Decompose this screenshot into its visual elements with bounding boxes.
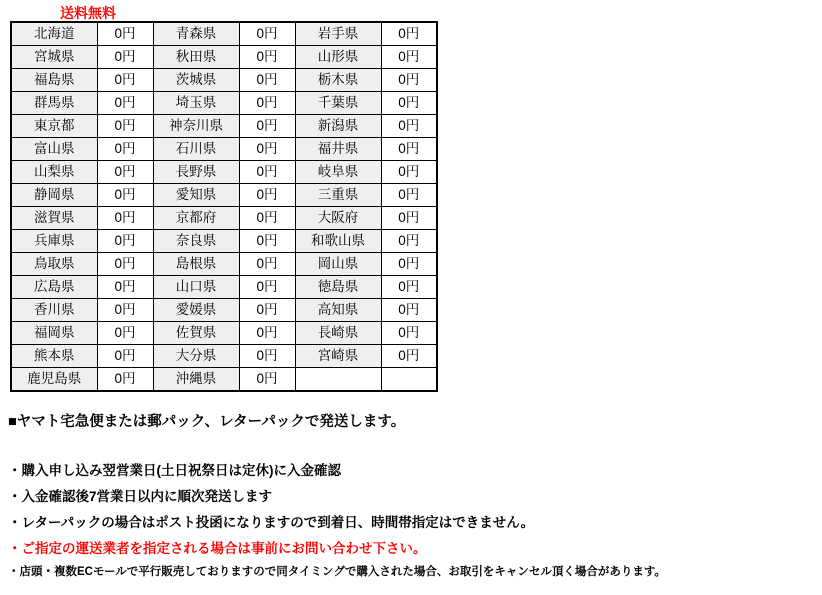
prefecture-cell-empty: [295, 368, 381, 392]
prefecture-cell: 徳島県: [295, 276, 381, 299]
price-cell: 0円: [381, 115, 437, 138]
price-cell: 0円: [239, 345, 295, 368]
price-cell: 0円: [239, 253, 295, 276]
prefecture-cell: 大分県: [153, 345, 239, 368]
shipping-notes: [8, 410, 814, 579]
prefecture-cell: 茨城県: [153, 69, 239, 92]
price-cell: 0円: [97, 184, 153, 207]
price-cell: 0円: [97, 92, 153, 115]
prefecture-cell: 沖縄県: [153, 368, 239, 392]
price-cell: 0円: [381, 299, 437, 322]
price-cell: 0円: [381, 161, 437, 184]
table-row: [11, 92, 437, 115]
price-cell: 0円: [381, 207, 437, 230]
prefecture-cell: 福井県: [295, 138, 381, 161]
price-cell-empty: [381, 368, 437, 392]
shipping-fee-table: [10, 21, 438, 392]
prefecture-cell: 静岡県: [11, 184, 97, 207]
price-cell: 0円: [97, 368, 153, 392]
price-cell: 0円: [97, 69, 153, 92]
price-cell: 0円: [97, 322, 153, 345]
prefecture-cell: 鹿児島県: [11, 368, 97, 392]
prefecture-cell: 岩手県: [295, 22, 381, 46]
price-cell: 0円: [381, 184, 437, 207]
price-cell: 0円: [381, 322, 437, 345]
table-row: [11, 299, 437, 322]
prefecture-cell: 栃木県: [295, 69, 381, 92]
notes-heading: ■ヤマト宅急便または郵パック、レターパックで発送します。: [8, 414, 406, 430]
note-line-4: ・ご指定の運送業者を指定される場合は事前にお問い合わせ下さい。: [8, 541, 427, 556]
shipping-table-body: [11, 22, 437, 391]
free-shipping-label: 送料無料: [60, 5, 116, 21]
prefecture-cell: 東京都: [11, 115, 97, 138]
prefecture-cell: 高知県: [295, 299, 381, 322]
price-cell: 0円: [239, 230, 295, 253]
prefecture-cell: 福岡県: [11, 322, 97, 345]
prefecture-cell: 佐賀県: [153, 322, 239, 345]
price-cell: 0円: [381, 22, 437, 46]
table-row: [11, 115, 437, 138]
price-cell: 0円: [239, 138, 295, 161]
price-cell: 0円: [239, 92, 295, 115]
prefecture-cell: 愛知県: [153, 184, 239, 207]
prefecture-cell: 大阪府: [295, 207, 381, 230]
price-cell: 0円: [239, 276, 295, 299]
prefecture-cell: 山形県: [295, 46, 381, 69]
price-cell: 0円: [381, 92, 437, 115]
note-line-3: ・レターパックの場合はポスト投函になりますので到着日、時間帯指定はできません。: [8, 515, 535, 530]
prefecture-cell: 熊本県: [11, 345, 97, 368]
price-cell: 0円: [97, 161, 153, 184]
prefecture-cell: 埼玉県: [153, 92, 239, 115]
prefecture-cell: 長野県: [153, 161, 239, 184]
table-row: [11, 322, 437, 345]
price-cell: 0円: [381, 46, 437, 69]
price-cell: 0円: [239, 161, 295, 184]
note-footnote: ・店頭・複数ECモールで平行販売しておりますので同タイミングで購入された場合、お取引をキャンセル頂く場合があります。: [8, 566, 666, 578]
table-row: [11, 184, 437, 207]
table-row: [11, 368, 437, 392]
price-cell: 0円: [97, 207, 153, 230]
prefecture-cell: 福島県: [11, 69, 97, 92]
prefecture-cell: 山口県: [153, 276, 239, 299]
prefecture-cell: 山梨県: [11, 161, 97, 184]
prefecture-cell: 滋賀県: [11, 207, 97, 230]
prefecture-cell: 愛媛県: [153, 299, 239, 322]
table-row: [11, 69, 437, 92]
prefecture-cell: 宮崎県: [295, 345, 381, 368]
price-cell: 0円: [381, 69, 437, 92]
price-cell: 0円: [239, 115, 295, 138]
price-cell: 0円: [381, 138, 437, 161]
note-line-1: ・購入申し込み翌営業日(土日祝祭日は定休)に入金確認: [8, 463, 341, 478]
price-cell: 0円: [97, 22, 153, 46]
price-cell: 0円: [239, 69, 295, 92]
table-row: [11, 138, 437, 161]
price-cell: 0円: [381, 230, 437, 253]
price-cell: 0円: [381, 253, 437, 276]
price-cell: 0円: [97, 138, 153, 161]
table-row: [11, 253, 437, 276]
prefecture-cell: 鳥取県: [11, 253, 97, 276]
price-cell: 0円: [239, 368, 295, 392]
table-row: [11, 207, 437, 230]
price-cell: 0円: [97, 345, 153, 368]
price-cell: 0円: [239, 207, 295, 230]
price-cell: 0円: [239, 22, 295, 46]
table-row: [11, 230, 437, 253]
prefecture-cell: 三重県: [295, 184, 381, 207]
prefecture-cell: 神奈川県: [153, 115, 239, 138]
prefecture-cell: 和歌山県: [295, 230, 381, 253]
price-cell: 0円: [239, 322, 295, 345]
price-cell: 0円: [97, 276, 153, 299]
prefecture-cell: 秋田県: [153, 46, 239, 69]
prefecture-cell: 岡山県: [295, 253, 381, 276]
prefecture-cell: 長崎県: [295, 322, 381, 345]
table-row: [11, 345, 437, 368]
prefecture-cell: 奈良県: [153, 230, 239, 253]
prefecture-cell: 新潟県: [295, 115, 381, 138]
price-cell: 0円: [97, 299, 153, 322]
prefecture-cell: 北海道: [11, 22, 97, 46]
prefecture-cell: 宮城県: [11, 46, 97, 69]
price-cell: 0円: [97, 115, 153, 138]
price-cell: 0円: [97, 253, 153, 276]
price-cell: 0円: [97, 46, 153, 69]
prefecture-cell: 富山県: [11, 138, 97, 161]
prefecture-cell: 広島県: [11, 276, 97, 299]
table-row: [11, 46, 437, 69]
note-line-2: ・入金確認後7営業日以内に順次発送します: [8, 489, 273, 504]
price-cell: 0円: [381, 276, 437, 299]
price-cell: 0円: [97, 230, 153, 253]
prefecture-cell: 香川県: [11, 299, 97, 322]
prefecture-cell: 群馬県: [11, 92, 97, 115]
prefecture-cell: 岐阜県: [295, 161, 381, 184]
price-cell: 0円: [381, 345, 437, 368]
prefecture-cell: 京都府: [153, 207, 239, 230]
prefecture-cell: 青森県: [153, 22, 239, 46]
table-row: [11, 22, 437, 46]
prefecture-cell: 兵庫県: [11, 230, 97, 253]
price-cell: 0円: [239, 299, 295, 322]
table-row: [11, 161, 437, 184]
prefecture-cell: 島根県: [153, 253, 239, 276]
prefecture-cell: 石川県: [153, 138, 239, 161]
price-cell: 0円: [239, 184, 295, 207]
prefecture-cell: 千葉県: [295, 92, 381, 115]
price-cell: 0円: [239, 46, 295, 69]
table-row: [11, 276, 437, 299]
